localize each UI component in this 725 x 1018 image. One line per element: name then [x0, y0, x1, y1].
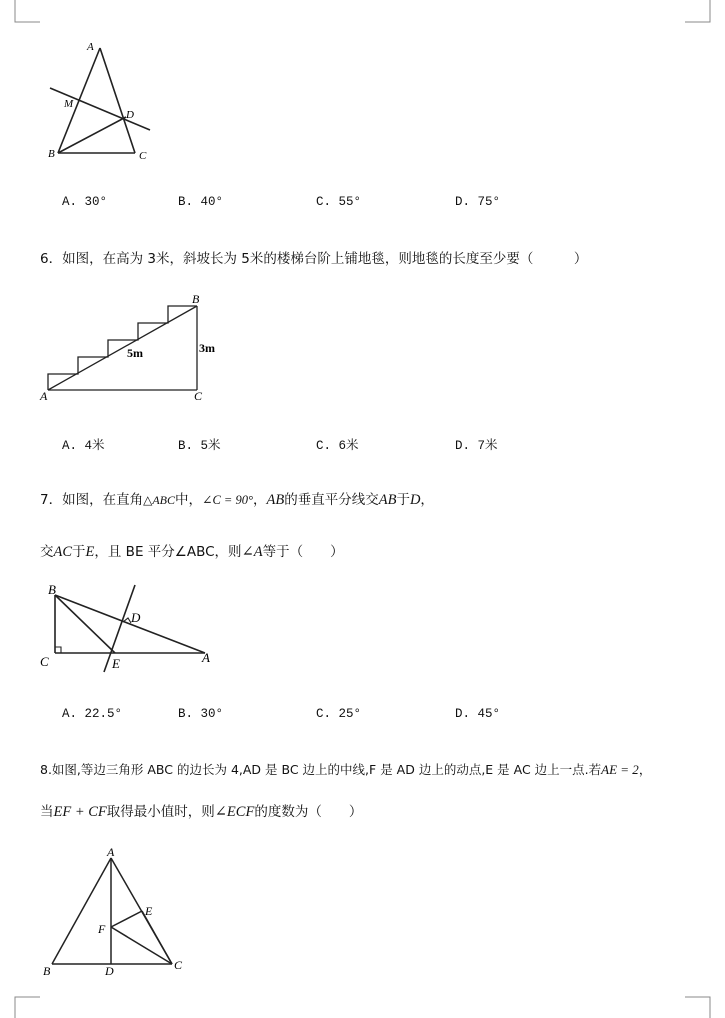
corner-mark-top-left: [0, 0, 45, 28]
q6-text: 6．如图，在高为 3米，斜坡长为 5米的楼梯台阶上铺地毯，则地毯的长度至少要（ ）: [40, 251, 588, 267]
q7-line1: 7．如图，在直角△ABC中，∠C = 90°，AB的垂直平分线交AB于D，: [40, 492, 434, 508]
label-A: A: [87, 41, 94, 53]
label-C: C: [194, 389, 203, 403]
label-E: E: [112, 656, 120, 671]
label-C: C: [139, 150, 147, 162]
q8-line1: 8.如图,等边三角形 ABC 的边长为 4,AD 是 BC 边上的中线,F 是 AD 边上的动点,E 是 AC 边上一点.若AE = 2，: [40, 762, 652, 777]
corner-mark-bottom-right: [680, 992, 725, 1018]
q6-option-a: A. 4米: [62, 439, 105, 453]
corner-mark-bottom-left: [0, 992, 45, 1018]
q7-option-a: A. 22.5°: [62, 707, 123, 721]
label-C: C: [40, 654, 49, 669]
figure-q7-right-triangle: [35, 580, 220, 675]
q5-option-a: A. 30°: [62, 195, 108, 209]
figure-q8-equilateral-triangle: [35, 843, 200, 978]
q5-option-d: D. 75°: [455, 195, 501, 209]
q5-option-c: C. 55°: [316, 195, 362, 209]
label-A: A: [107, 845, 115, 859]
q6-option-c: C. 6米: [316, 439, 359, 453]
label-height: 3m: [199, 341, 215, 355]
label-B: B: [43, 964, 51, 978]
label-D: D: [126, 109, 134, 121]
label-A: A: [202, 650, 210, 665]
label-M: M: [64, 98, 74, 110]
q6-option-d: D. 7米: [455, 439, 498, 453]
label-B: B: [48, 148, 55, 160]
label-D: D: [131, 610, 141, 625]
corner-mark-top-right: [680, 0, 725, 28]
label-C: C: [174, 958, 183, 972]
q7-option-d: D. 45°: [455, 707, 501, 721]
q7-option-c: C. 25°: [316, 707, 362, 721]
label-B: B: [192, 292, 200, 306]
label-D: D: [105, 964, 114, 978]
q7-line2: 交AC于E，且 BE 平分∠ABC，则∠A等于（ ）: [40, 544, 344, 560]
label-slope-length: 5m: [127, 346, 143, 360]
figure-q5-triangle: [40, 35, 160, 165]
q5-option-b: B. 40°: [178, 195, 224, 209]
label-A: A: [40, 389, 48, 403]
label-E: E: [145, 904, 153, 918]
q7-option-b: B. 30°: [178, 707, 224, 721]
label-F: F: [98, 922, 106, 936]
q8-line2: 当EF + CF取得最小值时，则∠ECF的度数为（ ）: [40, 804, 363, 820]
label-B: B: [48, 582, 56, 597]
figure-q6-stairs: [35, 290, 225, 405]
q6-option-b: B. 5米: [178, 439, 221, 453]
